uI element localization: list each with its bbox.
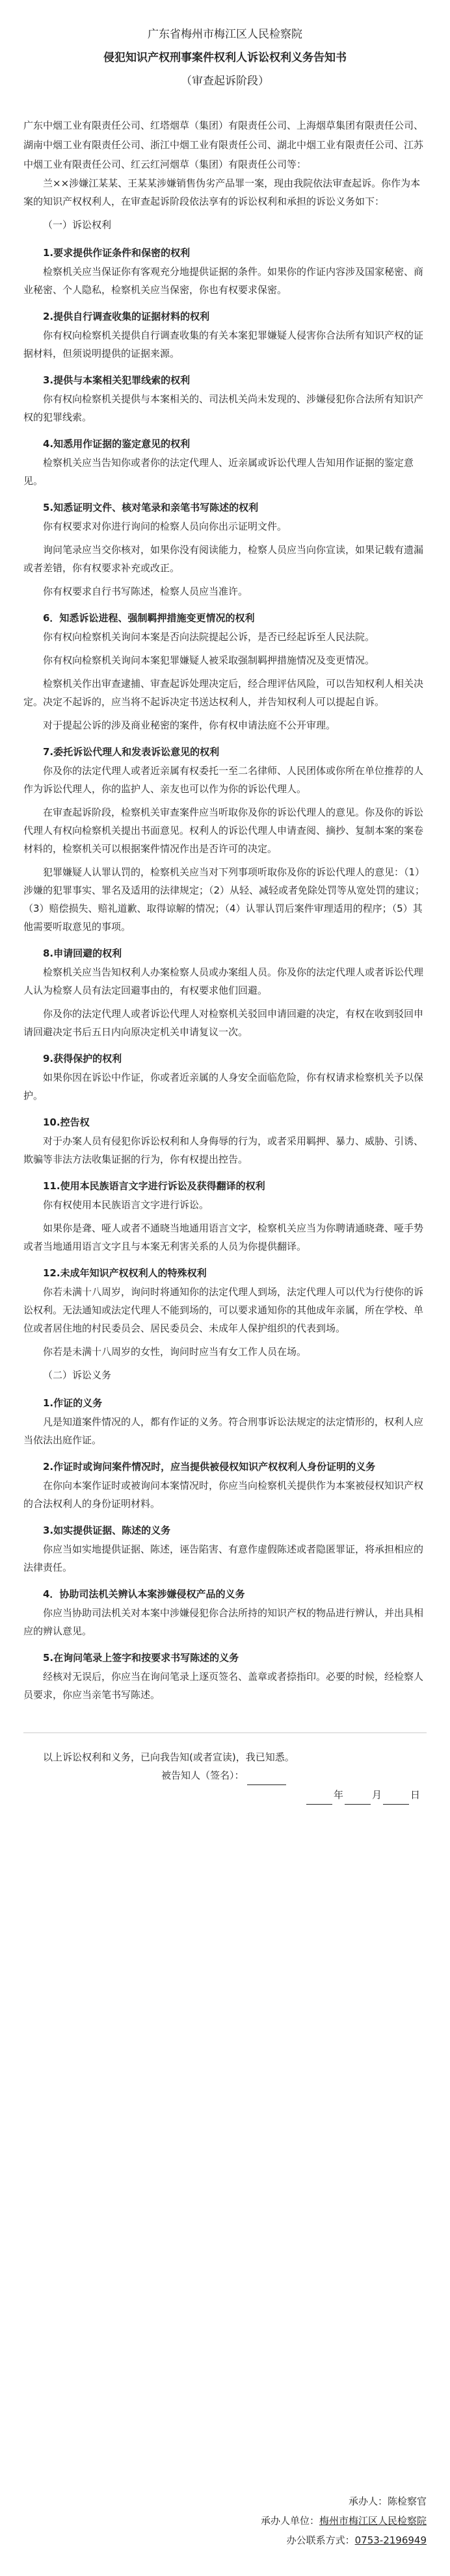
rights-item xyxy=(23,742,427,936)
rights-item-title: 12.未成年知识产权权利人的特殊权利 xyxy=(43,1267,207,1279)
rights-item-paragraph: 犯罪嫌疑人认罪认罚的，检察机关应当对下列事项听取你及你的诉讼代理人的意见：（1）涉嫌的犯罪事实、罪名及适用的法律规定；（2）从轻、减轻或者免除处罚等从宽处罚的建议；（3）赔偿损失、赔礼道歉、取得谅解的情况；（4）认罪认罚后案件审理适用的程序；（5）其他需要听取意见的事项。 xyxy=(23,866,425,933)
rights-item-paragraph: 你若未满十八周岁，询问时将通知你的法定代理人到场，法定代理人可以代为行使你的诉讼权利。无法通知或法定代理人不能到场的，可以要求通知你的其他成年亲属，所在学校、单位或者居住地的村民委员会、居民委员会、未成年人保护组织的代表到场。 xyxy=(23,1286,424,1334)
duties-item xyxy=(23,1584,427,1640)
rights-item xyxy=(23,434,427,490)
rights-item-paragraph: 你及你的法定代理人或者近亲属有权委托一至二名律师、人民团体或你所在单位推荐的人作为诉讼代理人，你的监护人、亲友也可以作为你的诉讼代理人。 xyxy=(23,765,424,795)
handler-row xyxy=(261,2492,427,2511)
duties-item-paragraph: 你应当如实地提供证据、陈述，诬告陷害、有意作虚假陈述或者隐匿罪证，将承担相应的法律责任。 xyxy=(23,1543,424,1573)
rights-item xyxy=(23,370,427,426)
unit-row xyxy=(261,2511,427,2531)
rights-item xyxy=(23,243,427,299)
phone-number[interactable]: 0753-2196949 xyxy=(354,2534,427,2546)
day-blank[interactable] xyxy=(383,1792,409,1805)
rights-item-paragraph: 你有权要求对你进行询问的检察人员向你出示证明文件。 xyxy=(43,521,287,532)
date-row xyxy=(23,1785,427,1805)
rights-section xyxy=(23,243,427,1361)
rights-item-title: 9.获得保护的权利 xyxy=(43,1053,122,1064)
duties-item-title: 3.如实提供证据、陈述的义务 xyxy=(43,1525,171,1536)
document-title: 侵犯知识产权刑事案件权利人诉讼权利义务告知书 xyxy=(103,51,347,64)
rights-item-paragraph: 你有权向检察机关提供与本案相关的、司法机关尚未发现的、涉嫌侵犯你合法所有知识产权的犯罪线索。 xyxy=(23,393,424,423)
rights-item-paragraph: 检察机关作出审查逮捕、审查起诉处理决定后，经合理评估风险，可以告知权利人相关决定。决定不起诉的，应当将不起诉决定书送达权利人，并告知权利人可以提起自诉。 xyxy=(23,678,424,708)
rights-item-title: 7.委托诉讼代理人和发表诉讼意见的权利 xyxy=(43,746,220,758)
month-blank[interactable] xyxy=(345,1792,371,1805)
recipient-list: 广东中烟工业有限责任公司、红塔烟草（集团）有限责任公司、上海烟草集团有限责任公司、湖南中烟工业有限责任公司、浙江中烟工业有限责任公司、湖北中烟工业有限责任公司、江苏中烟工业有限责任公司、红云红河烟草（集团）有限责任公司等： xyxy=(23,120,424,170)
rights-item xyxy=(23,498,427,600)
rights-item xyxy=(23,1113,427,1168)
rights-item-title: 2.提供自行调查收集的证据材料的权利 xyxy=(43,311,210,322)
phone-row xyxy=(261,2531,427,2550)
month-label: 月 xyxy=(371,1789,382,1801)
intro-paragraph: 兰××涉嫌江某某、王某某涉嫌销售伪劣产品罪一案，现由我院依法审查起诉。你作为本案的知识产权权利人，在审查起诉阶段依法享有的诉讼权利和承担的诉讼义务如下： xyxy=(23,177,421,207)
unit-label: 承办人单位： xyxy=(260,2515,319,2527)
signature-label: 被告知人（签名）： xyxy=(161,1770,245,1781)
rights-item xyxy=(23,1263,427,1361)
year-label: 年 xyxy=(333,1789,343,1801)
unit-name: 梅州市梅江区人民检察院 xyxy=(319,2515,427,2527)
rights-item-paragraph: 你有权要求自行书写陈述，检察人员应当准许。 xyxy=(43,586,248,597)
issuing-organization: 广东省梅州市梅江区人民检察院 xyxy=(148,28,302,41)
footer-contact xyxy=(261,2492,427,2550)
rights-item-paragraph: 检察机关应当告知你或者你的法定代理人、近亲属或诉讼代理人告知用作证据的鉴定意见。 xyxy=(23,457,414,487)
acknowledgement-statement: 以上诉讼权利和义务，已向我告知(或者宣读)，我已知悉。 xyxy=(43,1751,295,1763)
duties-section xyxy=(23,1393,427,1704)
rights-item-paragraph: 对于提起公诉的涉及商业秘密的案件，你有权申请法庭不公开审理。 xyxy=(43,719,336,731)
rights-item-title: 1.要求提供作证条件和保密的权利 xyxy=(43,247,191,259)
rights-item-title: 3.提供与本案相关犯罪线索的权利 xyxy=(43,374,191,386)
rights-item-paragraph: 如果你因在诉讼中作证，你或者近亲属的人身安全面临危险，你有权请求检察机关予以保护。 xyxy=(23,1072,424,1101)
rights-item xyxy=(23,1176,427,1256)
year-blank[interactable] xyxy=(306,1792,332,1805)
part-duties-heading: （二）诉讼义务 xyxy=(43,1369,112,1381)
rights-item-title: 11.使用本民族语言文字进行诉讼及获得翻译的权利 xyxy=(43,1180,265,1192)
section-divider xyxy=(23,1732,427,1733)
document-stage: （审查起诉阶段） xyxy=(181,75,269,88)
duties-item xyxy=(23,1521,427,1577)
handler-label: 承办人： xyxy=(348,2495,388,2507)
rights-item-title: 8.申请回避的权利 xyxy=(43,947,122,959)
document-header xyxy=(23,0,427,90)
rights-item-paragraph: 检察机关应当保证你有客观充分地提供证据的条件。如果你的作证内容涉及国家秘密、商业秘密、个人隐私，检察机关应当保密，你也有权要求保密。 xyxy=(23,266,424,296)
rights-item-paragraph: 你及你的法定代理人或者诉讼代理人对检察机关驳回申请回避的决定，有权在收到驳回申请回避决定书后五日内向原决定机关申请复议一次。 xyxy=(23,1008,424,1038)
rights-item-title: 6．知悉诉讼进程、强制羁押措施变更情况的权利 xyxy=(43,612,255,624)
rights-item-paragraph: 你有权向检察机关询问本案是否向法院提起公诉，是否已经起诉至人民法院。 xyxy=(43,631,375,643)
duties-item-title: 2.作证时或询问案件情况时，应当提供被侵权知识产权权利人身份证明的义务 xyxy=(43,1461,376,1473)
duties-item xyxy=(23,1393,427,1449)
duties-item-title: 1.作证的义务 xyxy=(43,1397,103,1409)
rights-item-title: 4.知悉用作证据的鉴定意见的权利 xyxy=(43,438,191,450)
rights-item-paragraph: 对于办案人员有侵犯你诉讼权利和人身侮辱的行为，或者采用羁押、暴力、威胁、引诱、欺骗等非法方法收集证据的行为，你有权提出控告。 xyxy=(23,1135,424,1165)
rights-item-paragraph: 你若是未满十八周岁的女性，询问时应当有女工作人员在场。 xyxy=(43,1346,307,1358)
day-label: 日 xyxy=(410,1789,420,1801)
rights-item xyxy=(23,944,427,1041)
rights-item xyxy=(23,608,427,734)
duties-item-paragraph: 你应当协助司法机关对本案中涉嫌侵犯你合法所持的知识产权的物品进行辨认，并出具相应的辨认意见。 xyxy=(23,1607,424,1637)
duties-item-paragraph: 经核对无误后，你应当在询问笔录上逐页签名、盖章或者捺指印。必要的时候，经检察人员要求，你应当亲笔书写陈述。 xyxy=(23,1671,424,1701)
rights-item-paragraph: 询问笔录应当交你核对，如果你没有阅读能力，检察人员应当向你宣读，如果记载有遗漏或者差错，你有权要求补充或改正。 xyxy=(23,544,424,574)
rights-item-paragraph: 检察机关应当告知权利人办案检察人员或办案组人员。你及你的法定代理人或者诉讼代理人认为检察人员有法定回避事由的，有权要求他们回避。 xyxy=(23,966,424,996)
rights-item-paragraph: 你有权向检察机关提供自行调查收集的有关本案犯罪嫌疑人侵害你合法所有知识产权的证据材料，但须说明提供的证据来源。 xyxy=(23,329,424,359)
handler-name: 陈检察官 xyxy=(387,2495,427,2507)
duties-item xyxy=(23,1457,427,1513)
part-rights-heading: （一）诉讼权利 xyxy=(43,219,112,231)
signature-row xyxy=(23,1766,427,1785)
rights-item-paragraph: 在审查起诉阶段，检察机关审查案件应当听取你及你的诉讼代理人的意见。你及你的诉讼代理人有权向检察机关提出书面意见。权利人的诉讼代理人申请查阅、摘抄、复制本案的案卷材料的，检察机关可以根据案件情况作出是否许可的决定。 xyxy=(23,806,424,855)
phone-label: 办公联系方式： xyxy=(286,2534,355,2546)
duties-item-title: 5.在询问笔录上签字和按要求书写陈述的义务 xyxy=(43,1652,239,1664)
duties-item xyxy=(23,1648,427,1704)
duties-item-paragraph: 在你向本案作证时或被询问本案情况时，你应当向检察机关提供作为本案被侵权知识产权的合法权利人的身份证明材料。 xyxy=(23,1480,424,1510)
rights-item xyxy=(23,1049,427,1105)
rights-item-title: 5.知悉证明文件、核对笔录和亲笔书写陈述的权利 xyxy=(43,502,259,513)
rights-item xyxy=(23,307,427,363)
rights-item-paragraph: 你有权向检察机关询问本案犯罪嫌疑人被采取强制羁押措施情况及变更情况。 xyxy=(43,654,375,666)
duties-item-title: 4．协助司法机关辨认本案涉嫌侵权产品的义务 xyxy=(43,1588,245,1600)
signature-blank[interactable] xyxy=(247,1773,286,1785)
duties-item-paragraph: 凡是知道案件情况的人，都有作证的义务。符合刑事诉讼法规定的法定情形的，权利人应当依法出庭作证。 xyxy=(23,1416,424,1446)
rights-item-paragraph: 你有权使用本民族语言文字进行诉讼。 xyxy=(43,1199,209,1211)
rights-item-paragraph: 如果你是聋、哑人或者不通晓当地通用语言文字，检察机关应当为你聘请通晓聋、哑手势或者当地通用语言文字且与本案无利害关系的人员为你提供翻译。 xyxy=(23,1222,424,1252)
rights-item-title: 10.控告权 xyxy=(43,1116,90,1128)
